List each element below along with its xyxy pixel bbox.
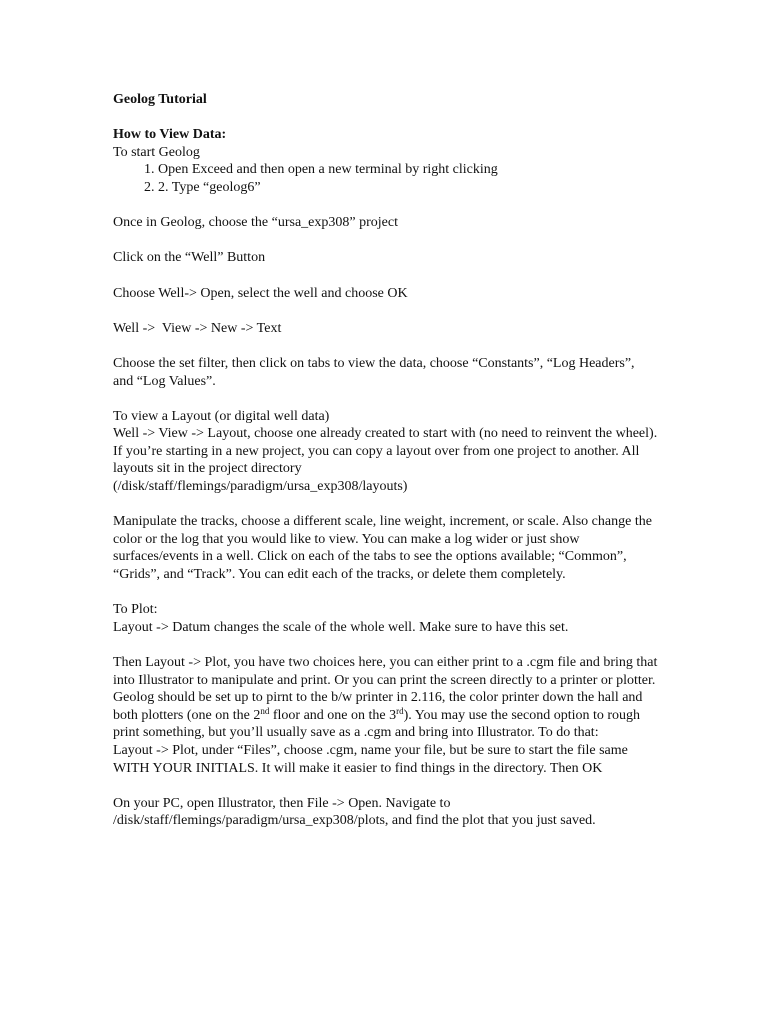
spacer — [113, 636, 658, 654]
paragraph-set-filter: Choose the set filter, then click on tabs to view the data, choose “Constants”, “Log Headers”, and “Log Values”. — [113, 355, 635, 389]
layout-body: Well -> View -> Layout, choose one already created to start with (no need to reinvent the wheel). If you’re starting in a new project, you can copy a layout over from one project to another. All layouts sit in the project directory — [113, 426, 658, 477]
spacer — [113, 496, 658, 514]
plot-text-part-c: ). You may use the second option to rough print something, but you’ll usually save as a .cgm and bring into Illustrator. To do that: — [113, 707, 641, 741]
spacer — [113, 777, 658, 795]
spacer — [113, 337, 658, 355]
plot-text-part-a: Then Layout -> Plot, you have two choices here, you can either print to a .cgm file and bring that into Illustrator to manipulate and print. Or you can print the screen directly to a printer or plotter. Geolog should be set up to pirnt to the b/w printer in 2.116, the color printer down the hall and both plotters (one on the 2 — [113, 655, 658, 723]
ordinal-superscript-rd: rd — [396, 705, 404, 716]
paragraph-well-button: Click on the “Well” Button — [113, 250, 266, 266]
paragraph-project: Once in Geolog, choose the “ursa_exp308” project — [113, 215, 398, 231]
paragraph-pc-open: On your PC, open Illustrator, then File -> Open. Navigate to — [113, 795, 451, 811]
spacer — [113, 390, 658, 408]
spacer — [113, 584, 658, 602]
paragraph-choose-well: Choose Well-> Open, select the well and choose OK — [113, 285, 408, 301]
plot-heading: To Plot: — [113, 602, 158, 618]
paragraph-manipulate-tracks: Manipulate the tracks, choose a different scale, line weight, increment, or scale. Also change the color or the log that you would like to view. You can make a log wider or just show surfaces/events in a well. Click on each of the tabs to see the options available; “Common”, “Grids”, and “Track”. You can edit each of the tracks, or delete them completely. — [113, 514, 652, 583]
paragraph-plot-choices — [113, 654, 658, 742]
start-geolog-intro: To start Geolog — [113, 144, 200, 160]
spacer — [113, 109, 658, 127]
document-title: Geolog Tutorial — [113, 92, 207, 107]
start-steps-list — [113, 161, 658, 196]
ordinal-superscript-nd: nd — [260, 705, 270, 716]
plot-datum: Layout -> Datum changes the scale of the whole well. Make sure to have this set. — [113, 619, 569, 635]
spacer — [113, 302, 658, 320]
plot-text-part-b: floor and one on the 3 — [269, 707, 397, 723]
spacer — [113, 197, 658, 215]
section-heading-view-data: How to View Data: — [113, 127, 227, 143]
layout-path: (/disk/staff/flemings/paradigm/ursa_exp308/layouts) — [113, 479, 408, 495]
spacer — [113, 267, 658, 285]
start-step-2: 2. 2. Type “geolog6” — [158, 179, 658, 197]
spacer — [113, 232, 658, 250]
start-step-1: 1. Open Exceed and then open a new terminal by right clicking — [158, 161, 658, 179]
layout-heading: To view a Layout (or digital well data) — [113, 408, 330, 424]
paragraph-view-text: Well -> View -> New -> Text — [113, 320, 282, 336]
paragraph-pc-path: /disk/staff/flemings/paradigm/ursa_exp308/plots, and find the plot that you just saved. — [113, 813, 596, 829]
document-page — [113, 91, 658, 830]
paragraph-plot-files: Layout -> Plot, under “Files”, choose .cgm, name your file, but be sure to start the file same WITH YOUR INITIALS. It will make it easier to find things in the directory. Then OK — [113, 742, 628, 776]
